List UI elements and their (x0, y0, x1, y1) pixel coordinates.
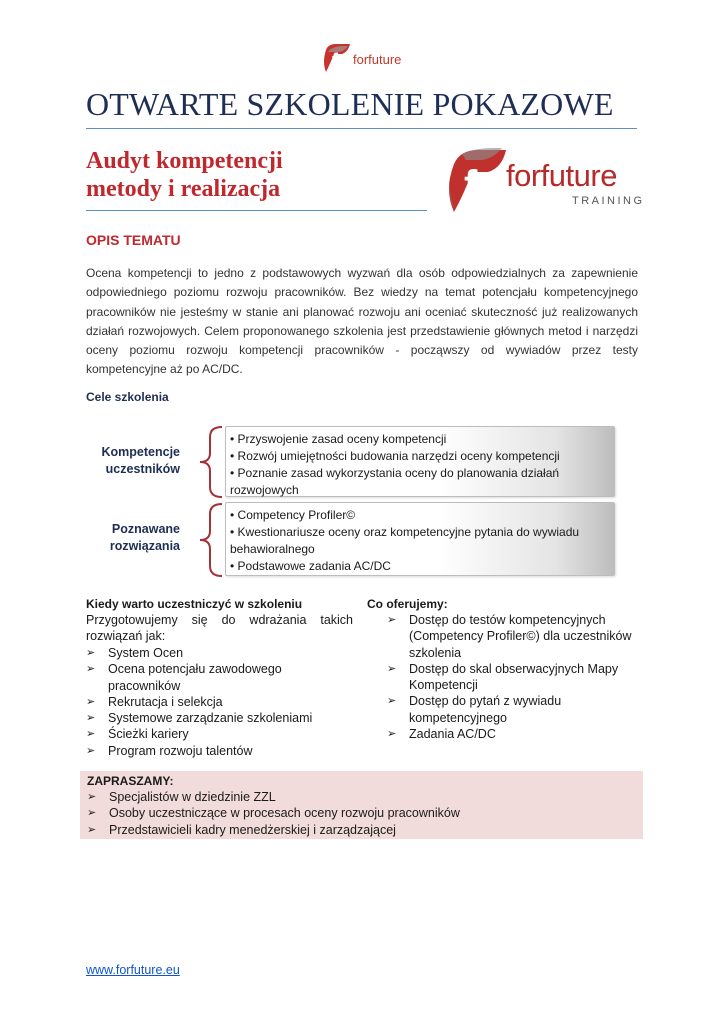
arrow-bullet-icon: ➢ (87, 807, 97, 820)
goal-item: • Rozwój umiejętności budowania narzędzi oceny kompetencji (230, 449, 560, 463)
goals-heading: Cele szkolenia (86, 390, 169, 404)
list-item: ➢ Dostęp do skal obserwacyjnych Mapy Kompetencji (387, 661, 619, 693)
arrow-bullet-icon: ➢ (87, 791, 97, 803)
goal-category-label: Kompetencje uczestników (101, 445, 180, 476)
goal-item: • Competency Profiler© (230, 508, 356, 522)
solutions-items-box (225, 502, 615, 576)
when-list (86, 645, 316, 759)
forfuture-logo-icon (322, 42, 352, 74)
subtitle-divider (86, 210, 427, 211)
list-item: ➢ Ścieżki kariery (86, 727, 189, 742)
when-intro: Przygotowujemy się do wdrażania takich rozwiązań jak: (86, 613, 353, 644)
list-item: ➢ Systemowe zarządzanie szkoleniami (86, 711, 313, 726)
list-item: ➢ Ocena potencjału zawodowego pracowników (86, 662, 282, 693)
course-title-line1: Audyt kompetencji (86, 148, 283, 174)
website-link[interactable]: www.forfuture.eu (86, 963, 180, 977)
list-item: ➢ Rekrutacja i selekcja (86, 694, 223, 709)
page-title: OTWARTE SZKOLENIE POKAZOWE (86, 86, 614, 122)
logo-wordmark-small: forfuture (353, 52, 402, 67)
list-item: ➢ Specjalistów w dziedzinie ZZL (87, 790, 276, 804)
goal-items-box (225, 426, 615, 497)
offer-heading: Co oferujemy: (367, 597, 448, 611)
invite-heading: ZAPRASZAMY: (87, 774, 174, 788)
arrow-bullet-icon: ➢ (387, 728, 397, 741)
arrow-bullet-icon: ➢ (86, 663, 96, 676)
arrow-bullet-icon: ➢ (87, 823, 97, 836)
arrow-bullet-icon: ➢ (86, 744, 96, 757)
arrow-bullet-icon: ➢ (86, 728, 96, 741)
left-brace-icon (196, 502, 226, 578)
arrow-bullet-icon: ➢ (387, 695, 397, 708)
brand-logo (444, 146, 645, 216)
list-item: ➢ Przedstawicieli kadry menedżerskiej i zarządzającej (87, 822, 396, 837)
topic-description: Ocena kompetencji to jedno z podstawowych wyzwań dla osób odpowiedzialnych za zapewnienie odpowiedniego poziomu rozwoju pracowników. Bez wiedzy na temat potencjału kompetencyjnego pracowników nie jesteśmy w stanie ani planować rozwoju ani oceniać skuteczność już realizowanych działań rozwojowych. Celem proponowanego szkolenia jest przedstawienie głównych metod i narzędzi oceny poziomu rozwoju kompetencji pracowników - począwszy od wywiadów przez testy kompetencyjne aż po AC/DC. (86, 266, 638, 377)
list-item: ➢ Program rozwoju talentów (86, 743, 253, 758)
arrow-bullet-icon: ➢ (86, 647, 96, 659)
svg-text:f: f (332, 50, 338, 70)
title-divider (86, 128, 637, 129)
list-item: ➢ Osoby uczestniczące w procesach oceny rozwoju pracowników (87, 806, 460, 821)
list-item: ➢ System Ocen (86, 646, 184, 660)
goal-category-label: Poznawane rozwiązania (109, 522, 180, 553)
offer-list (387, 612, 642, 742)
top-logo (322, 42, 412, 76)
arrow-bullet-icon: ➢ (387, 662, 397, 675)
svg-text:f: f (464, 163, 478, 207)
left-brace-icon (196, 425, 226, 499)
goal-item: • Podstawowe zadania AC/DC (230, 559, 391, 573)
invite-list (87, 789, 627, 838)
logo-wordmark: forfuture (506, 158, 617, 193)
forfuture-training-logo-icon (444, 146, 508, 216)
goal-item: • Przyswojenie zasad oceny kompetencji (230, 432, 447, 446)
list-item: ➢ Dostęp do testów kompetencyjnych (Competency Profiler©) dla uczestników szkolenia (387, 613, 632, 660)
list-item: ➢ Dostęp do pytań z wywiadu kompetencyjnego (387, 694, 562, 725)
arrow-bullet-icon: ➢ (387, 614, 397, 626)
arrow-bullet-icon: ➢ (86, 712, 96, 725)
section-heading: OPIS TEMATU (86, 232, 181, 248)
course-title-line2: metody i realizacja (86, 176, 281, 202)
list-item: ➢ Zadania AC/DC (387, 727, 496, 742)
arrow-bullet-icon: ➢ (86, 695, 96, 708)
goal-item: • Kwestionariusze oceny oraz kompetencyjne pytania do wywiadu behawioralnego (230, 525, 580, 556)
logo-tagline: TRAINING (572, 195, 645, 207)
when-heading: Kiedy warto uczestniczyć w szkoleniu (86, 597, 303, 611)
course-title (86, 147, 416, 203)
goal-item: • Poznanie zasad wykorzystania oceny do planowania działań rozwojowych (230, 466, 560, 497)
